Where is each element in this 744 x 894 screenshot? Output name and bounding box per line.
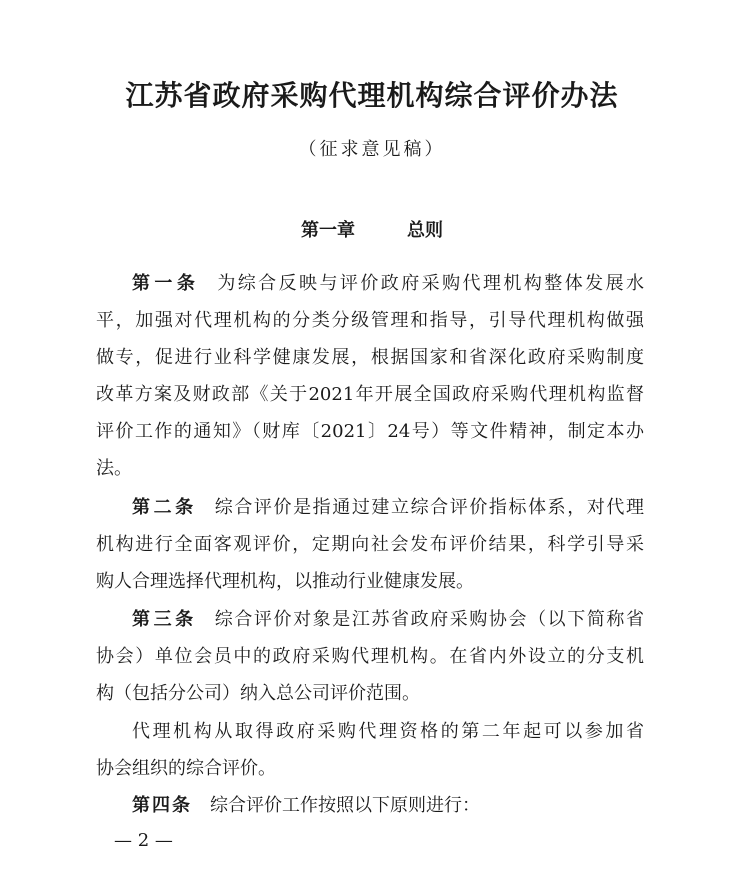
chapter-name: 总则 bbox=[407, 220, 443, 241]
article-label: 第三条 bbox=[132, 609, 197, 630]
article-label: 第二条 bbox=[132, 497, 197, 518]
document-title: 江苏省政府采购代理机构综合评价办法 bbox=[125, 79, 619, 112]
page-number: — 2 — bbox=[114, 830, 173, 851]
article-1 bbox=[96, 265, 644, 487]
article-4 bbox=[96, 787, 644, 824]
article-line: 协会组织的综合评价。 bbox=[96, 758, 276, 779]
article-line: 第二条 综合评价是指通过建立综合评价指标体系，对代理 bbox=[132, 497, 644, 518]
article-line: 机构进行全面客观评价，定期向社会发布评价结果，科学引导采 bbox=[96, 534, 644, 555]
article-line: 平，加强对代理机构的分类分级管理和指导，引导代理机构做强 bbox=[96, 310, 644, 331]
article-line: 法。 bbox=[96, 458, 132, 479]
article-line: 第三条 综合评价对象是江苏省政府采购协会（以下简称省 bbox=[132, 609, 644, 630]
article-label: 第四条 bbox=[132, 795, 192, 816]
document-subtitle: （征求意见稿） bbox=[298, 139, 446, 160]
paragraph-continuation bbox=[96, 713, 644, 787]
article-label: 第一条 bbox=[132, 273, 200, 294]
article-line: 代理机构从取得政府采购代理资格的第二年起可以参加省 bbox=[132, 721, 644, 742]
article-3 bbox=[96, 601, 644, 712]
chapter-heading bbox=[0, 216, 744, 242]
article-2 bbox=[96, 489, 644, 600]
article-line: 购人合理选择代理机构，以推动行业健康发展。 bbox=[96, 571, 474, 592]
chapter-number: 第一章 bbox=[301, 220, 355, 241]
article-line: 构（包括分公司）纳入总公司评价范围。 bbox=[96, 683, 420, 704]
article-line: 做专，促进行业科学健康发展，根据国家和省深化政府采购制度 bbox=[96, 347, 644, 368]
article-line: 改革方案及财政部《关于2021年开展全国政府采购代理机构监督 bbox=[96, 384, 644, 405]
article-line: 第一条 为综合反映与评价政府采购代理机构整体发展水 bbox=[132, 273, 645, 294]
article-line: 协会）单位会员中的政府采购代理机构。在省内外设立的分支机 bbox=[96, 646, 644, 667]
article-line: 第四条 综合评价工作按照以下原则进行： bbox=[132, 795, 480, 816]
article-line: 评价工作的通知》（财库〔2021〕24号）等文件精神，制定本办 bbox=[96, 421, 644, 442]
